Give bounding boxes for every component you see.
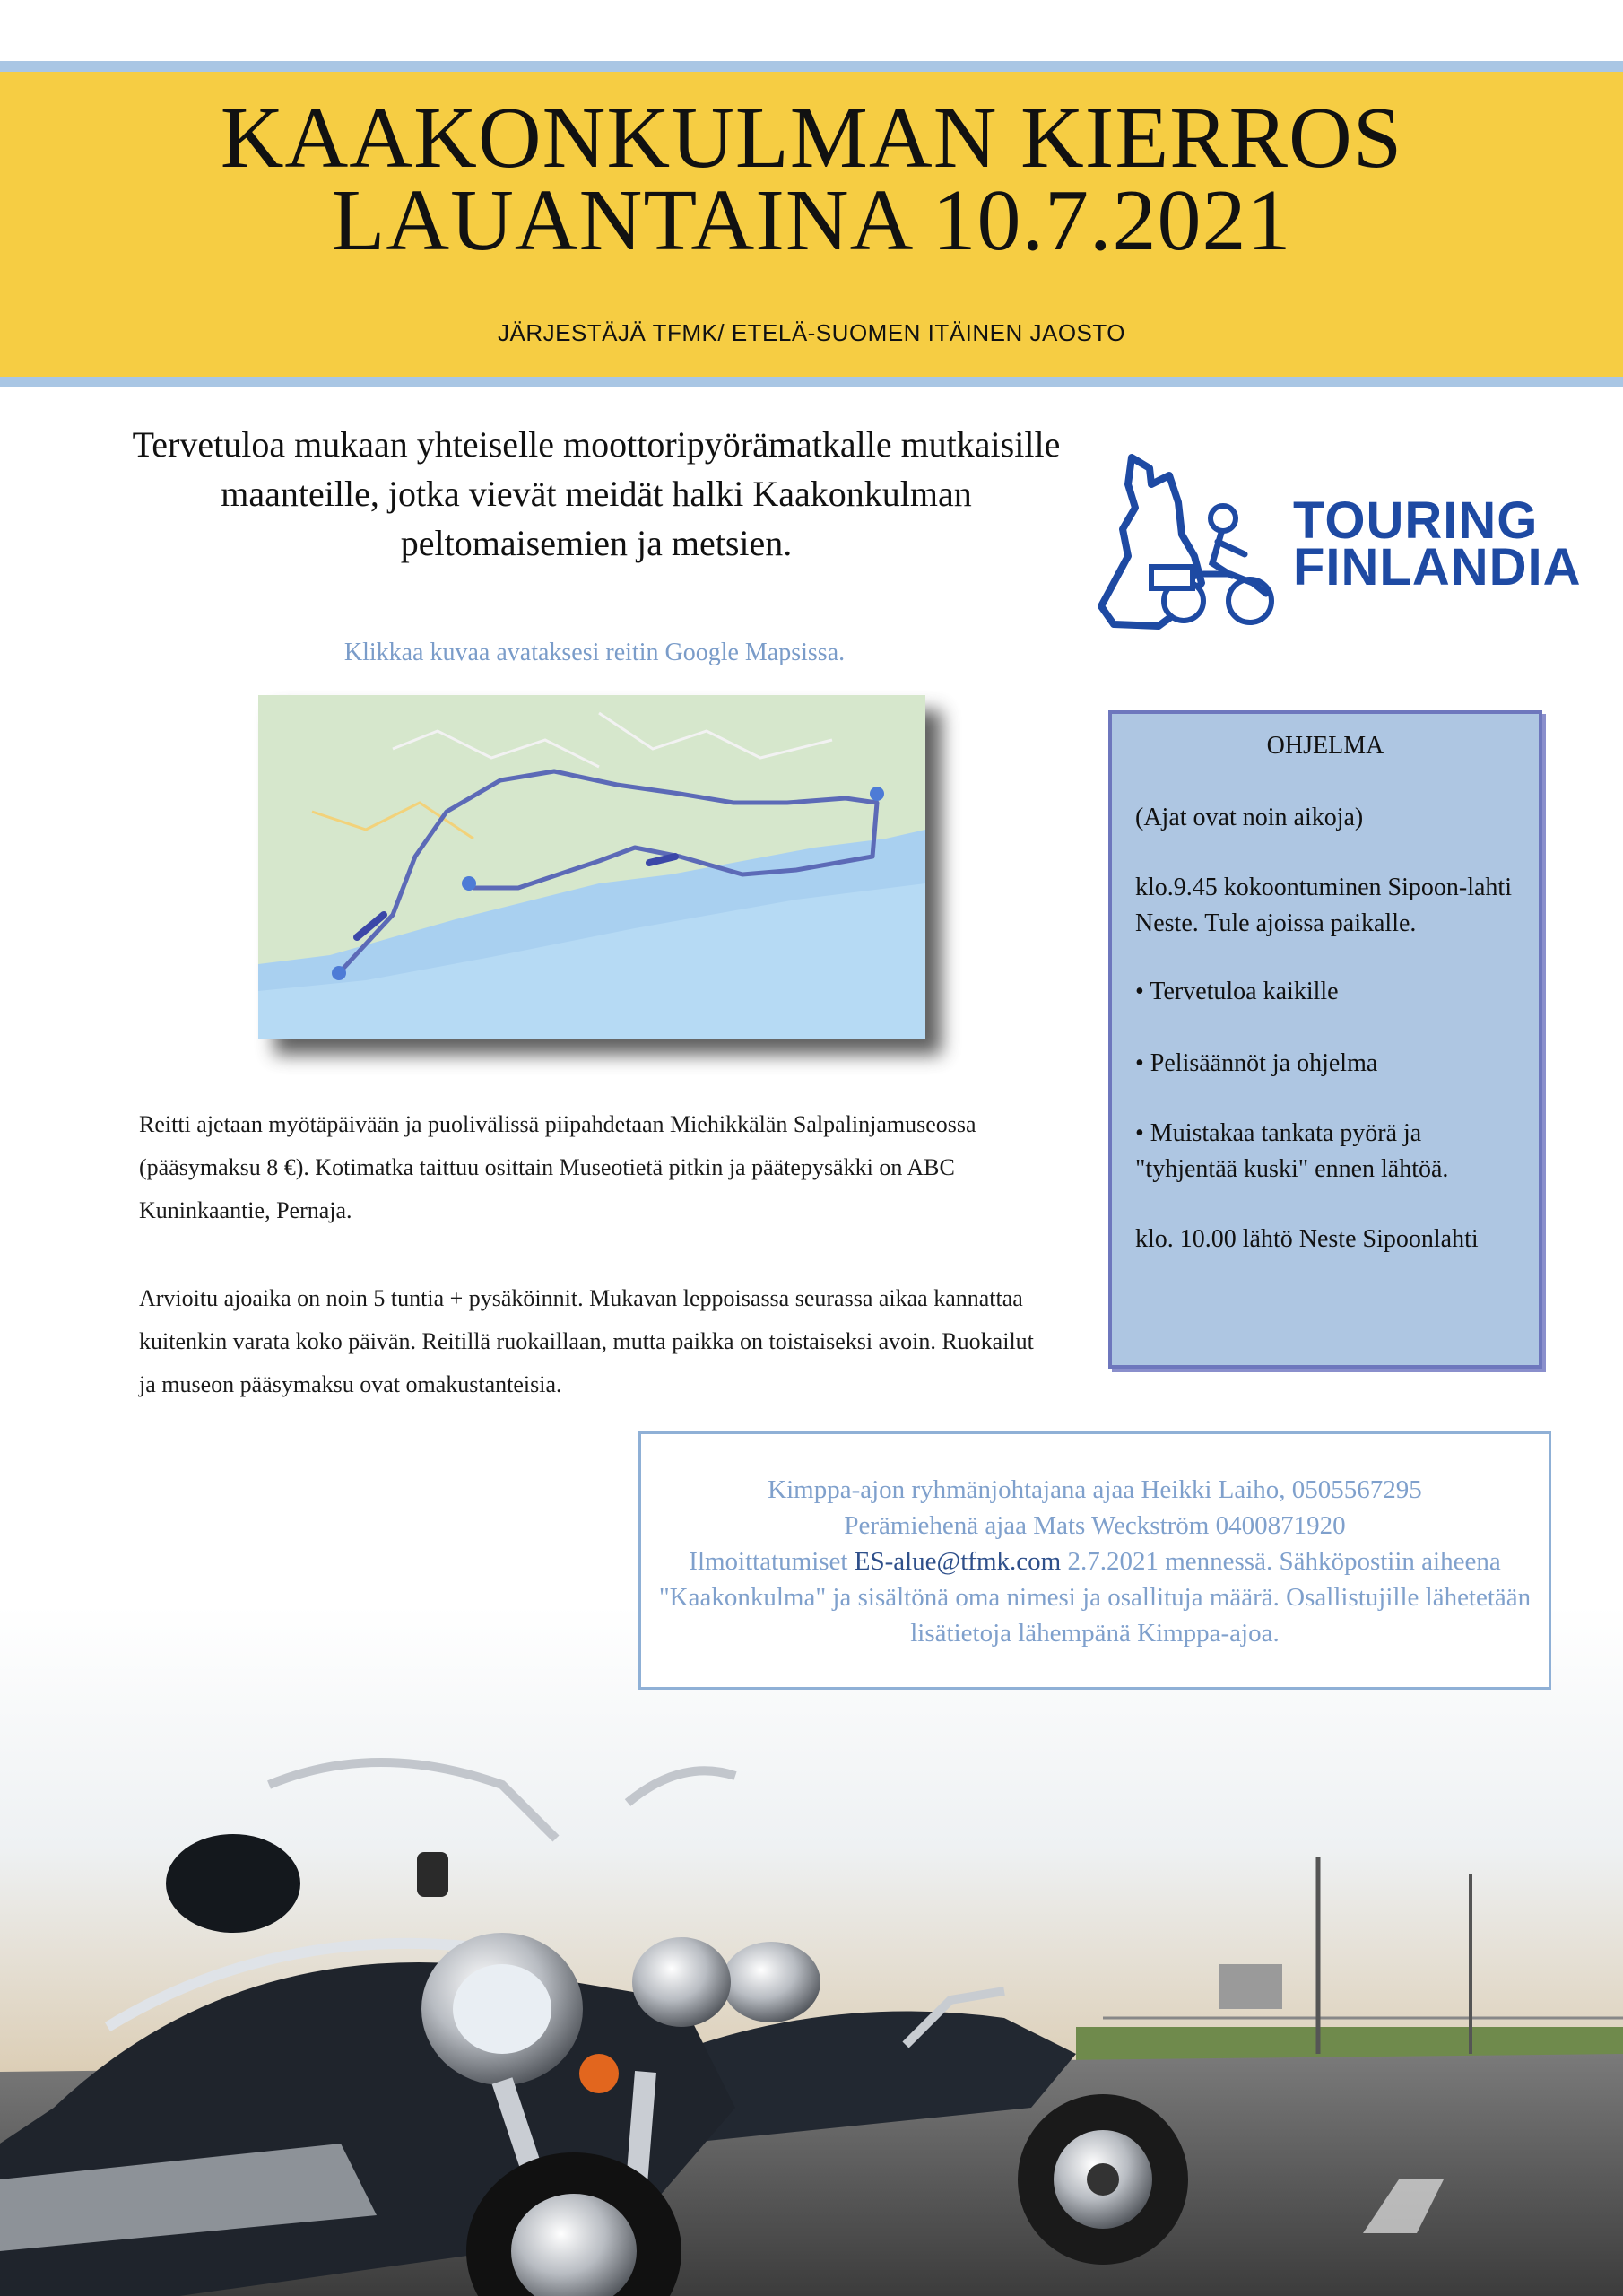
route-map-image[interactable] xyxy=(258,695,925,1039)
program-gathering: klo.9.45 kokoontuminen Sipoon-lahti Neste. Tule ajoissa paikalle. xyxy=(1135,874,1512,937)
rear-rider-line: Perämiehenä ajaa Mats Weckström 0400871920 xyxy=(844,1511,1346,1540)
program-title: OHJELMA xyxy=(1266,732,1384,760)
map-caption-link[interactable]: Klikkaa kuvaa avataksesi reitin Google Mapsissa. xyxy=(343,639,846,666)
header-bottom-stripe xyxy=(0,377,1623,387)
duration-description: Arvioitu ajoaika on noin 5 tuntia + pysäköinnit. Mukavan leppoisassa seurassa aikaa kannattaa kuitenkin varata koko päivän. Reitillä ruokaillaan, mutta paikka on toistaiseksi avoin. Ruokailut ja museon pääsymaksu ovat omakustanteisia. xyxy=(139,1285,1034,1397)
logo-word-finlandia: FINLANDIA xyxy=(1293,538,1582,596)
signup-email-link[interactable]: ES-alue@tfmk.com xyxy=(854,1547,1062,1576)
signup-text xyxy=(641,1544,1549,1651)
signup-suffix: 2.7.2021 mennessä. Sähköpostiin aiheena "Kaakonkulma" ja sisältönä oma nimesi ja osallituja määrä. Osallistujille lähetetään lisätietoja lähempänä Kimppa-ajoa. xyxy=(658,1547,1532,1648)
organizer-line: JÄRJESTÄJÄ TFMK/ ETELÄ-SUOMEN ITÄINEN JAOSTO xyxy=(497,319,1126,346)
contact-info-box xyxy=(638,1431,1551,1690)
logo-wordmark xyxy=(1293,491,1598,596)
logo-word-touring: TOURING xyxy=(1293,491,1539,550)
header-top-stripe xyxy=(0,61,1623,72)
title-line-1: KAAKONKULMAN KIERROS xyxy=(220,90,1403,187)
program-bullet-rules: • Pelisäännöt ja ohjelma xyxy=(1135,1049,1378,1077)
signup-prefix: Ilmoittatumiset xyxy=(689,1547,855,1576)
program-departure: klo. 10.00 lähtö Neste Sipoonlahti xyxy=(1135,1225,1479,1253)
route-description: Reitti ajetaan myötäpäivään ja puolivälissä piipahdetaan Miehikkälän Salpalinjamuseossa (pääsymaksu 8 €). Kotimatka taittuu osittain Museotietä pitkin ja päätepysäkki on ABC Kuninkaantie, Pernaja. xyxy=(139,1111,976,1223)
program-box xyxy=(1108,710,1542,1369)
motorcycles-photo xyxy=(0,1605,1623,2296)
header-banner xyxy=(0,72,1623,377)
title-line-2: LAUANTAINA 10.7.2021 xyxy=(331,172,1292,269)
program-bullet-welcome: • Tervetuloa kaikille xyxy=(1135,978,1339,1005)
program-bullet-fuel: • Muistakaa tankata pyörä ja "tyhjentää kuski" ennen lähtöä. xyxy=(1135,1119,1449,1183)
intro-text: Tervetuloa mukaan yhteiselle moottoripyörämatkalle mutkaisille maanteille, jotka vievät meidät halki Kaakonkulman peltomaisemien ja metsien. xyxy=(132,424,1061,563)
program-note: (Ajat ovat noin aikoja) xyxy=(1135,804,1364,831)
group-leader-line: Kimppa-ajon ryhmänjohtajana ajaa Heikki Laiho, 0505567295 xyxy=(768,1475,1422,1504)
finland-rider-icon xyxy=(1096,448,1293,637)
